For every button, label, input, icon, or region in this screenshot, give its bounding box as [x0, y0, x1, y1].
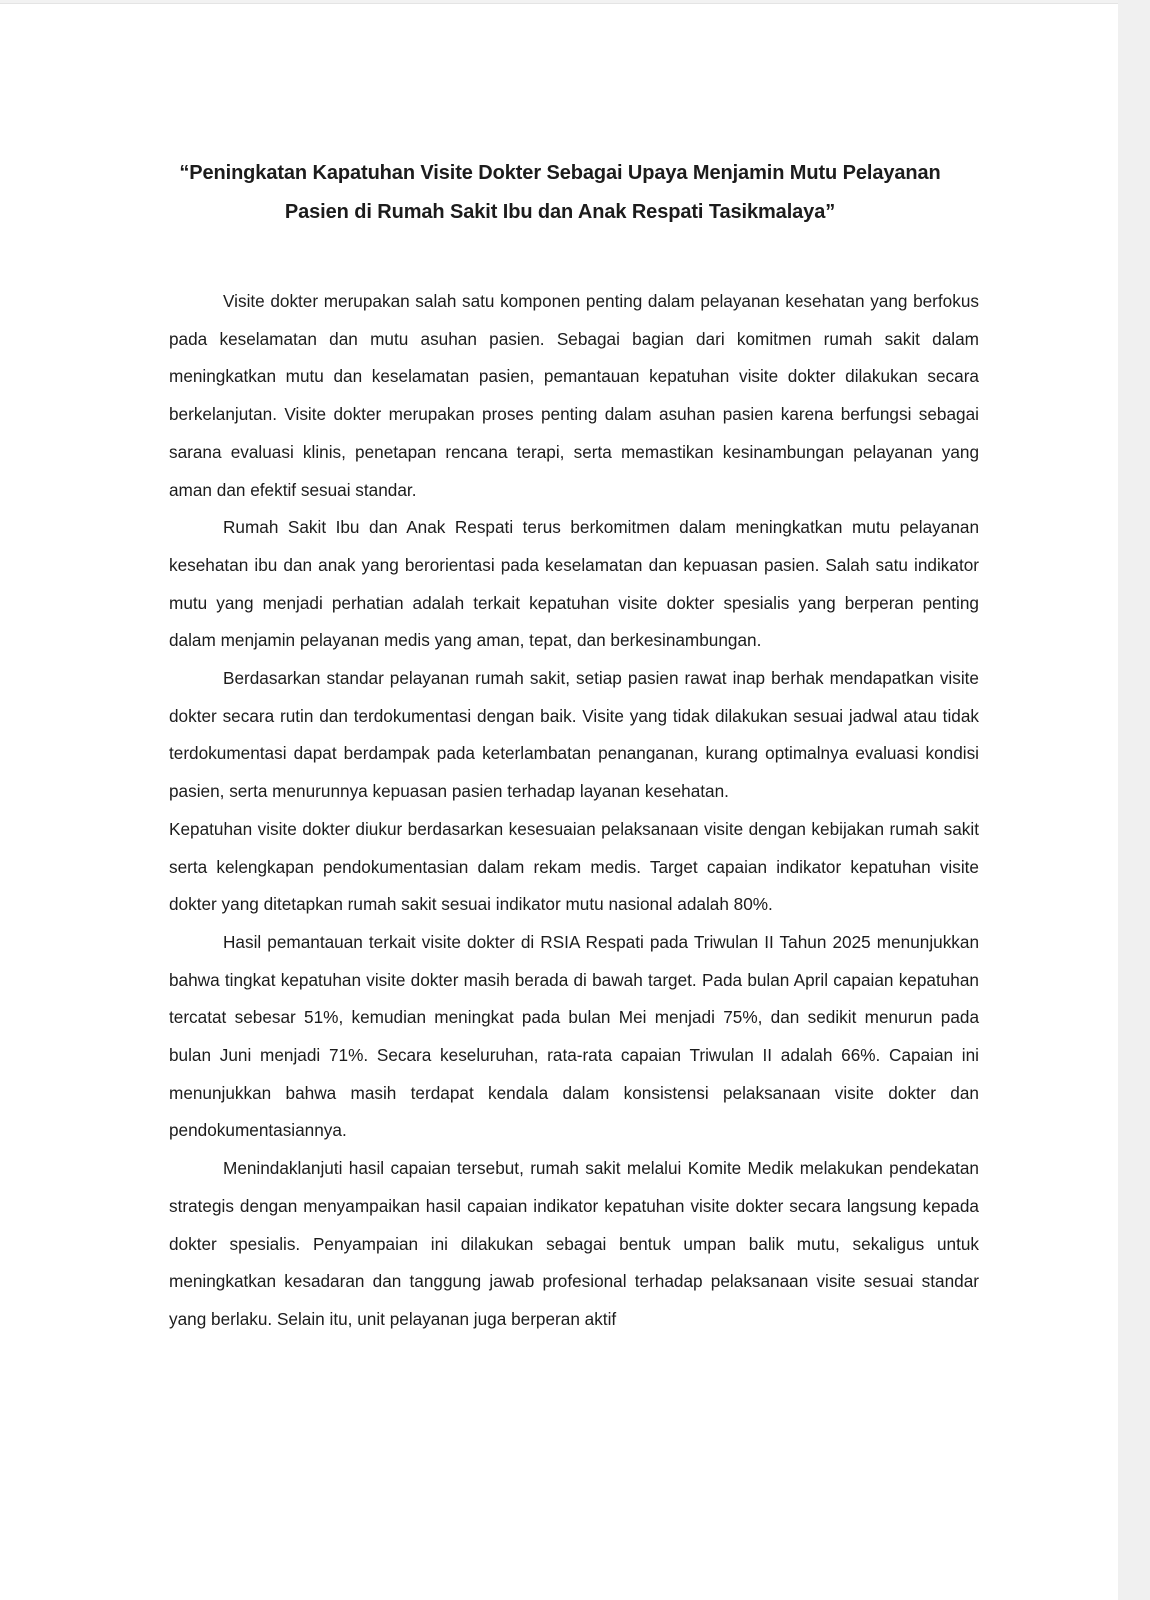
- document-body: [169, 283, 979, 1339]
- paragraph-rsia-commitment: Rumah Sakit Ibu dan Anak Respati terus berkomitmen dalam meningkatkan mutu pelayanan kesehatan ibu dan anak yang berorientasi pada keselamatan dan kepuasan pasien. Salah satu indikator mutu yang menjadi perhatian adalah terkait kepatuhan visite dokter spesialis yang berperan penting dalam menjamin pelayanan medis yang aman, tepat, dan berkesinambungan.: [169, 517, 979, 651]
- paragraph-visite-intro: Visite dokter merupakan salah satu komponen penting dalam pelayanan kesehatan yang berfokus pada keselamatan dan mutu asuhan pasien. Sebagai bagian dari komitmen rumah sakit dalam meningkatkan mutu dan keselamatan pasien, pemantauan kepatuhan visite dokter dilakukan secara berkelanjutan. Visite dokter merupakan proses penting dalam asuhan pasien karena berfungsi sebagai sarana evaluasi klinis, penetapan rencana terapi, serta memastikan kesinambungan pelayanan yang aman dan efektif sesuai standar.: [169, 291, 979, 500]
- paragraph-service-standard: Berdasarkan standar pelayanan rumah sakit, setiap pasien rawat inap berhak mendapatkan visite dokter secara rutin dan terdokumentasi dengan baik. Visite yang tidak dilakukan sesuai jadwal atau tidak terdokumentasi dapat berdampak pada keterlambatan penanganan, kurang optimalnya evaluasi kondisi pasien, serta menurunnya kepuasan pasien terhadap layanan kesehatan.: [169, 668, 979, 802]
- page-edge-background: [1118, 0, 1150, 1600]
- paragraph-follow-up: Menindaklanjuti hasil capaian tersebut, rumah sakit melalui Komite Medik melakukan pendekatan strategis dengan menyampaikan hasil capaian indikator kepatuhan visite dokter secara langsung kepada dokter spesialis. Penyampaian ini dilakukan sebagai bentuk umpan balik mutu, sekaligus untuk meningkatkan kesadaran dan tanggung jawab profesional terhadap pelaksanaan visite sesuai standar yang berlaku. Selain itu, unit pelayanan juga berperan aktif: [169, 1158, 979, 1329]
- document-page: [0, 4, 1118, 1600]
- title-line-2: Pasien di Rumah Sakit Ibu dan Anak Respati Tasikmalaya”: [284, 201, 836, 223]
- paragraph-compliance-measure: Kepatuhan visite dokter diukur berdasarkan kesesuaian pelaksanaan visite dengan kebijakan rumah sakit serta kelengkapan pendokumentasian dalam rekam medis. Target capaian indikator kepatuhan visite dokter yang ditetapkan rumah sakit sesuai indikator mutu nasional adalah 80%.: [169, 818, 979, 915]
- document-title: [120, 154, 1000, 232]
- paragraph-monitoring-results: Hasil pemantauan terkait visite dokter di RSIA Respati pada Triwulan II Tahun 2025 menunjukkan bahwa tingkat kepatuhan visite dokter masih berada di bawah target. Pada bulan April capaian kepatuhan tercatat sebesar 51%, kemudian meningkat pada bulan Mei menjadi 75%, dan sedikit menurun pada bulan Juni menjadi 71%. Secara keseluruhan, rata-rata capaian Triwulan II adalah 66%. Capaian ini menunjukkan bahwa masih terdapat kendala dalam konsistensi pelaksanaan visite dokter dan pendokumentasiannya.: [169, 931, 979, 1141]
- title-line-1: “Peningkatan Kapatuhan Visite Dokter Sebagai Upaya Menjamin Mutu Pelayanan: [179, 162, 941, 184]
